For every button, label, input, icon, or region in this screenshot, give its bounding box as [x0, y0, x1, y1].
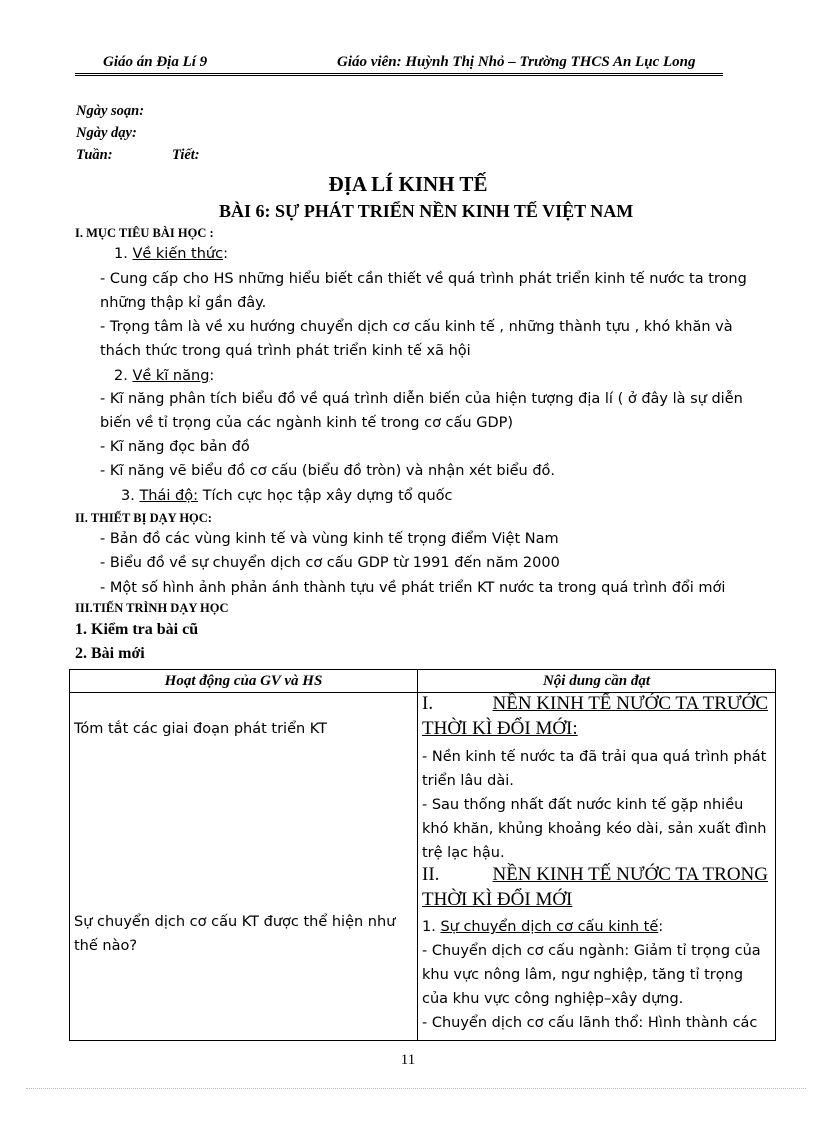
header-left: Giáo án Địa Lí 9 [103, 54, 208, 70]
ngay-day-label: Ngày dạy: [76, 125, 137, 141]
content-line: khu vực nông lâm, ngư nghiệp, tăng tỉ trọng [422, 967, 744, 983]
content-line: khó khăn, khủng khoảng kéo dài, sản xuất đình [422, 821, 767, 837]
activity-item: thế nào? [74, 938, 138, 954]
knowledge-heading: 1. Về kiến thức: [114, 246, 228, 262]
tiet-label: Tiết: [172, 147, 200, 163]
content-line: - Nền kinh tế nước ta đã trải qua quá trình phát [422, 749, 767, 765]
col-header-content: Nội dung cần đạt [418, 670, 776, 693]
tuan-label: Tuần: [76, 147, 113, 163]
content-line: trệ lạc hậu. [422, 845, 505, 861]
equipment-item: - Một số hình ảnh phản ánh thành tựu về phát triển KT nước ta trong quá trình đổi mới [100, 580, 726, 596]
knowledge-line: - Trọng tâm là về xu hướng chuyển dịch cơ cấu kinh tế , những thành tựu , khó khăn và [100, 319, 733, 335]
content-line: - Chuyển dịch cơ cấu ngành: Giảm tỉ trọng của [422, 943, 761, 959]
knowledge-line: - Cung cấp cho HS những hiểu biết cần thiết về quá trình phát triển kinh tế nước ta trong [100, 271, 747, 287]
content-heading-2-cont: THỜI KÌ ĐỔI MỚI [422, 889, 573, 910]
page-edge-dotted-line [26, 1088, 806, 1089]
skills-line: - Kĩ năng đọc bản đồ [100, 439, 250, 455]
activity-item: Sự chuyển dịch cơ cấu KT được thể hiện như [74, 914, 396, 930]
activity-item: Tóm tắt các giai đoạn phát triển KT [74, 721, 328, 737]
content-line: triển lâu dài. [422, 773, 514, 789]
table-row [70, 693, 776, 1041]
skills-heading: 2. Về kĩ năng: [114, 368, 215, 384]
skills-line: - Kĩ năng phân tích biểu đồ về quá trình diễn biến của hiện tượng địa lí ( ở đây là sự diễn [100, 391, 743, 407]
section1-heading: I. MỤC TIÊU BÀI HỌC : [75, 226, 214, 240]
attitude-line: 3. Thái độ: Tích cực học tập xây dựng tổ quốc [121, 488, 453, 504]
content-line: - Chuyển dịch cơ cấu lãnh thổ: Hình thành các [422, 1015, 758, 1031]
content-subheading: 1. Sự chuyển dịch cơ cấu kinh tế: [422, 919, 664, 935]
header-rule [75, 73, 723, 74]
content-line: của khu vực công nghiệp–xây dựng. [422, 991, 684, 1007]
equipment-item: - Bản đồ các vùng kinh tế và vùng kinh tế trọng điểm Việt Nam [100, 531, 559, 547]
header-right: Giáo viên: Huỳnh Thị Nhỏ – Trường THCS An Lục Long [337, 54, 696, 70]
table-header-row [70, 670, 776, 693]
step-new-lesson: 2. Bài mới [75, 645, 145, 662]
content-cell [418, 693, 776, 1041]
equipment-item: - Biểu đồ về sự chuyển dịch cơ cấu GDP từ 1991 đến năm 2000 [100, 555, 560, 571]
knowledge-line: những thập kỉ gần đây. [100, 295, 267, 311]
content-heading-1-cont: THỜI KÌ ĐỔI MỚI: [422, 718, 578, 739]
header-rule-2 [75, 75, 723, 76]
col-header-activities: Hoạt động của GV và HS [70, 670, 418, 693]
content-heading-1: I. NỀN KINH TẾ NƯỚC TA TRƯỚC [422, 693, 768, 714]
knowledge-line: thách thức trong quá trình phát triển kinh tế xã hội [100, 343, 471, 359]
page-title: ĐỊA LÍ KINH TẾ [328, 172, 488, 196]
activities-cell [70, 693, 418, 1041]
skills-line: biến về tỉ trọng của các ngành kinh tế trong cơ cấu GDP) [100, 415, 514, 431]
section3-heading: III.TIẾN TRÌNH DẠY HỌC [75, 601, 229, 615]
lesson-title: BÀI 6: SỰ PHÁT TRIỂN NỀN KINH TẾ VIỆT NAM [219, 201, 634, 221]
skills-line: - Kĩ năng vẽ biểu đồ cơ cấu (biểu đồ tròn) và nhận xét biểu đồ. [100, 463, 556, 479]
content-line: - Sau thống nhất đất nước kinh tế gặp nhiều [422, 797, 744, 813]
ngay-soan-label: Ngày soạn: [76, 103, 145, 119]
page-number: 11 [400, 1052, 416, 1068]
step-check-old-lesson: 1. Kiểm tra bài cũ [75, 621, 199, 638]
content-heading-2: II. NỀN KINH TẾ NƯỚC TA TRONG [422, 864, 768, 885]
lesson-table [69, 669, 776, 1041]
section2-heading: II. THIẾT BỊ DẠY HỌC: [75, 511, 212, 525]
